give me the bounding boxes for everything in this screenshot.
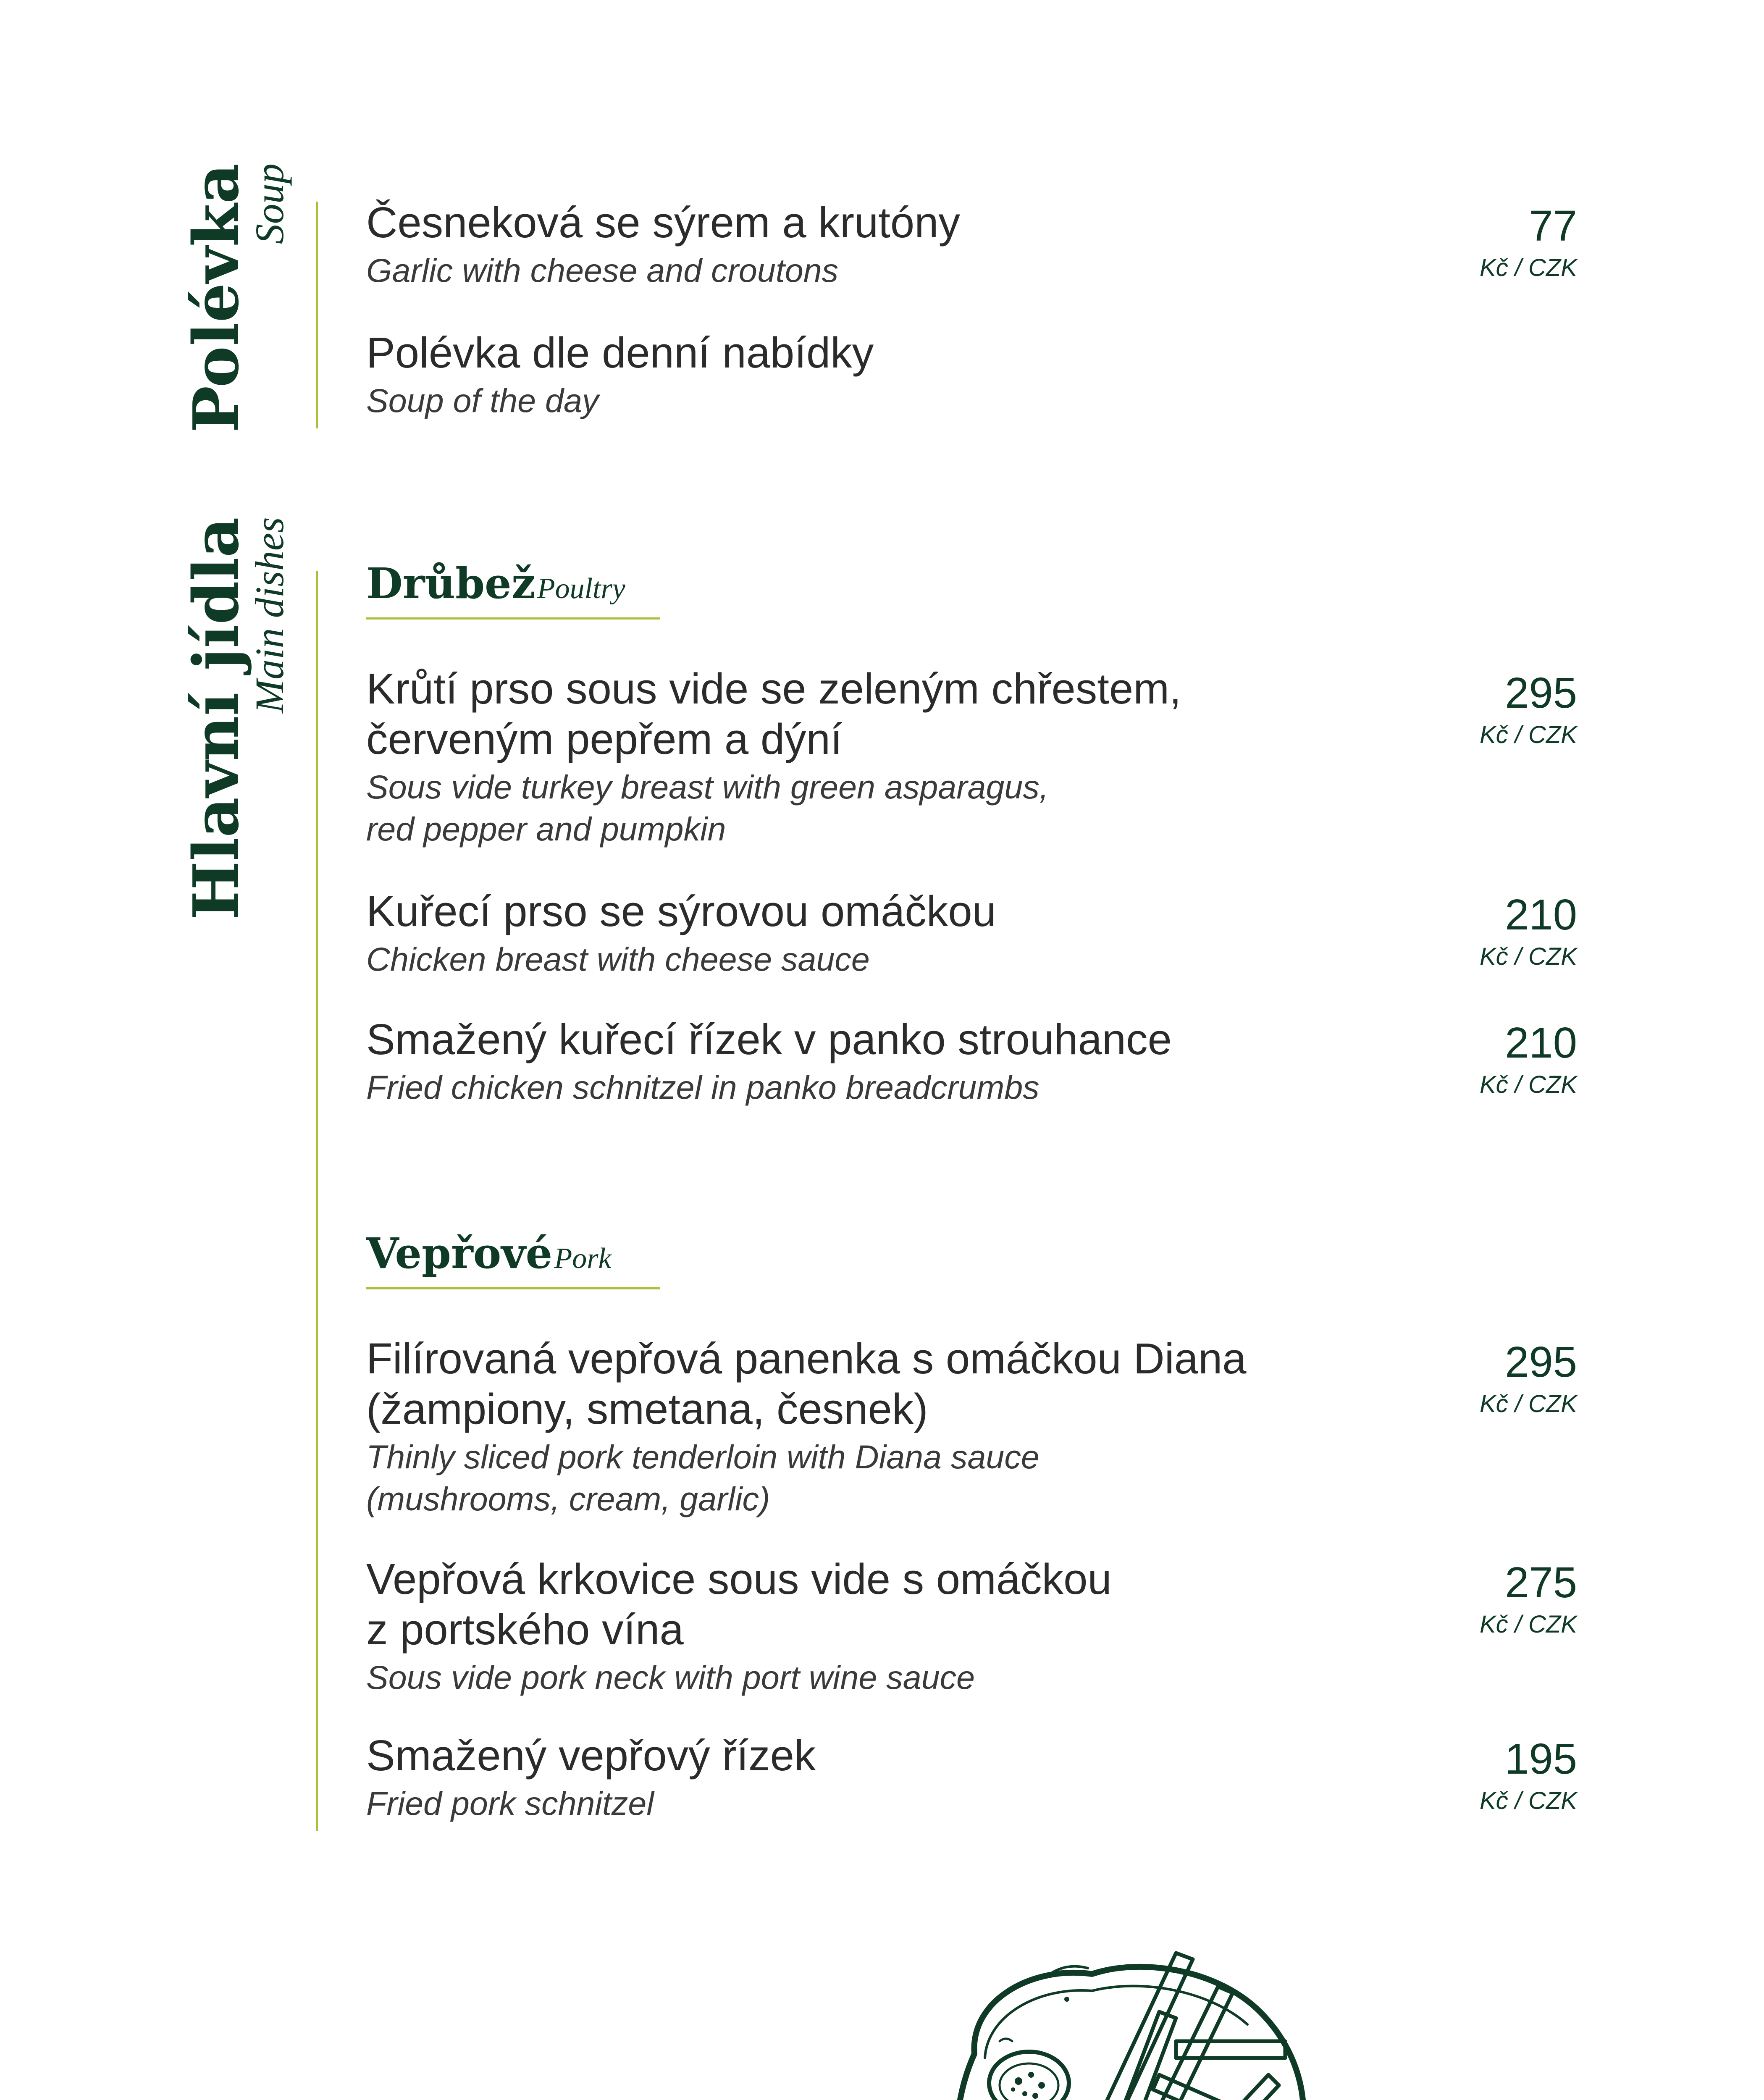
menu-item [366,1334,1626,1520]
price-value: 295 [1505,1338,1577,1386]
item-name-line-1: Filírovaná vepřová panenka s omáčkou Diana [366,1334,1247,1383]
pork-subheading [366,1228,612,1278]
item-name-line-2: (žampiony, smetana, česnek) [366,1385,928,1433]
item-description: Fried chicken schnitzel in panko breadcrumbs [366,1068,1040,1106]
item-name: Smažený kuřecí řízek v panko strouhance [366,1015,1172,1063]
item-description-line-1: Thinly sliced pork tenderloin with Diana sauce [366,1438,1040,1475]
price-currency: Kč / CZK [1479,943,1577,970]
item-name-line-1: Krůtí prso sous vide se zeleným chřestem, [366,664,1181,713]
menu-item [366,886,1626,980]
mains-title-en: Main dishes [247,517,292,713]
poultry-subheading [366,559,625,608]
price-value: 195 [1505,1735,1577,1783]
price-value: 210 [1505,1018,1577,1067]
pork-title-cz: Vepřové [366,1228,553,1278]
menu-item [366,1554,1626,1698]
item-price [1480,1018,1577,1102]
item-price [1480,1557,1577,1641]
price-currency: Kč / CZK [1479,1611,1577,1638]
soup-title-en: Soup [247,163,292,244]
item-price [1480,890,1577,974]
item-description: Sous vide pork neck with port wine sauce [366,1659,975,1696]
item-description-line-2: red pepper and pumpkin [366,810,726,848]
soup-vertical-title [179,163,292,433]
soup-divider [316,202,318,428]
price-value: 210 [1505,890,1577,939]
menu-item [366,1730,1626,1824]
price-value: 275 [1505,1558,1577,1606]
mains-divider [316,571,318,1831]
item-name-line-2: červeným pepřem a dýní [366,715,843,763]
menu-item [366,1014,1626,1108]
price-value: 295 [1505,669,1577,717]
item-name: Česneková se sýrem a krutóny [366,198,960,247]
poultry-title-en: Poultry [537,572,625,605]
soup-title-cz: Polévka [179,163,252,433]
price-currency: Kč / CZK [1479,1390,1577,1418]
item-name: Smažený vepřový řízek [366,1731,816,1780]
item-description-line-1: Sous vide turkey breast with green asparagus, [366,768,1049,806]
item-name: Polévka dle denní nabídky [366,328,874,377]
item-description: Garlic with cheese and croutons [366,252,839,289]
price-currency: Kč / CZK [1479,254,1577,281]
menu-item [366,664,1626,850]
menu-item [366,197,1626,291]
item-name-line-1: Vepřová krkovice sous vide s omáčkou [366,1555,1112,1603]
mains-title-cz: Hlavní jídla [179,517,252,920]
price-value: 77 [1529,202,1577,250]
poultry-underline [366,617,660,620]
pork-title-en: Pork [554,1242,612,1275]
menu-item [366,328,1626,422]
item-description: Soup of the day [366,382,599,419]
poultry-title-cz: Drůbež [366,559,536,608]
price-currency: Kč / CZK [1479,1787,1577,1814]
item-name: Kuřecí prso se sýrovou omáčkou [366,887,996,935]
item-price [1480,1734,1577,1818]
item-description: Chicken breast with cheese sauce [366,940,870,978]
price-currency: Kč / CZK [1479,721,1577,748]
item-price [1480,201,1577,285]
pork-underline [366,1287,660,1289]
item-name-line-2: z portského vína [366,1605,684,1654]
item-price [1480,668,1577,752]
mains-vertical-title [179,517,292,920]
item-description: Fried pork schnitzel [366,1785,654,1822]
plate-of-fries-with-dips-icon [924,1915,1336,2100]
item-price [1480,1337,1577,1421]
price-currency: Kč / CZK [1479,1071,1577,1098]
item-description-line-2: (mushrooms, cream, garlic) [366,1480,770,1517]
